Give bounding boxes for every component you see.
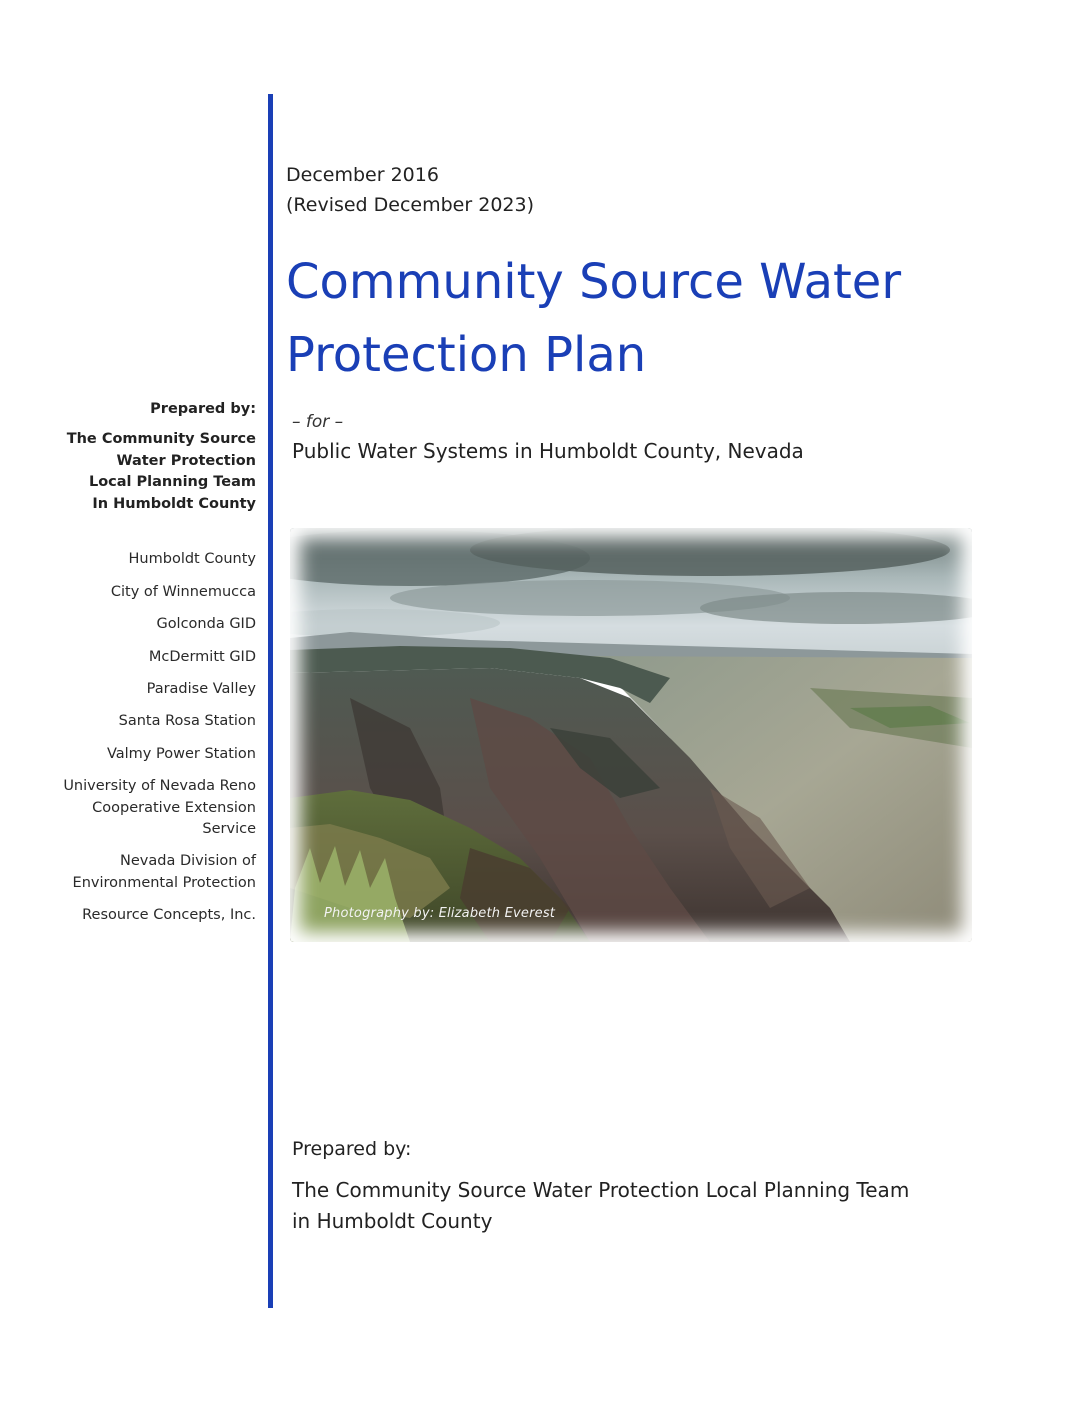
- member-line: Environmental Protection: [72, 874, 256, 891]
- member-line: Resource Concepts, Inc.: [82, 907, 256, 924]
- footer-team-name: [292, 1175, 992, 1237]
- member-line: University of Nevada Reno: [63, 778, 256, 795]
- footer-team-line: The Community Source Water Protection Local Planning Team: [292, 1178, 910, 1202]
- sidebar-team-line: The Community Source: [66, 431, 256, 447]
- for-connector: – for –: [292, 412, 344, 432]
- member-item: [30, 851, 256, 894]
- member-item: [30, 744, 256, 765]
- vertical-accent-rule: [268, 94, 273, 1308]
- member-item: [30, 776, 256, 840]
- document-subtitle: Public Water Systems in Humboldt County, Nevada: [292, 439, 804, 463]
- member-item: [30, 614, 256, 635]
- member-line: Cooperative Extension: [92, 799, 256, 816]
- member-item: [30, 582, 256, 603]
- member-line: McDermitt GID: [148, 648, 256, 665]
- landscape-photo: [290, 528, 972, 942]
- sidebar: [30, 398, 256, 938]
- sidebar-prepared-by-heading: Prepared by:: [150, 401, 256, 417]
- member-line: Humboldt County: [128, 551, 256, 568]
- member-list: [30, 549, 256, 926]
- member-line: Santa Rosa Station: [118, 713, 256, 730]
- member-line: Nevada Division of: [120, 853, 256, 870]
- sidebar-team-line: In Humboldt County: [92, 495, 256, 512]
- sidebar-team-line: Water Protection: [116, 452, 256, 469]
- member-line: Golconda GID: [156, 616, 256, 633]
- footer-prepared-by: Prepared by:: [292, 1138, 412, 1160]
- title-line: Protection Plan: [286, 327, 647, 383]
- footer-team-line: in Humboldt County: [292, 1209, 493, 1233]
- member-line: Service: [202, 821, 256, 838]
- member-item: [30, 711, 256, 732]
- photo-credit: Photography by: Elizabeth Everest: [324, 906, 556, 921]
- member-line: Paradise Valley: [146, 681, 256, 697]
- title-line: Community Source Water: [286, 254, 902, 310]
- publication-date: December 2016: [286, 164, 439, 186]
- sidebar-team-line: Local Planning Team: [88, 474, 256, 491]
- member-item: [30, 905, 256, 926]
- member-item: [30, 647, 256, 668]
- member-item: [30, 679, 256, 700]
- revision-date: (Revised December 2023): [286, 194, 534, 216]
- sidebar-team-name: [30, 429, 256, 515]
- member-line: Valmy Power Station: [106, 745, 256, 762]
- date-block: [286, 160, 534, 220]
- member-item: [30, 549, 256, 570]
- document-title: [286, 246, 1046, 392]
- member-line: City of Winnemucca: [110, 583, 256, 600]
- cover-photo: [290, 528, 972, 942]
